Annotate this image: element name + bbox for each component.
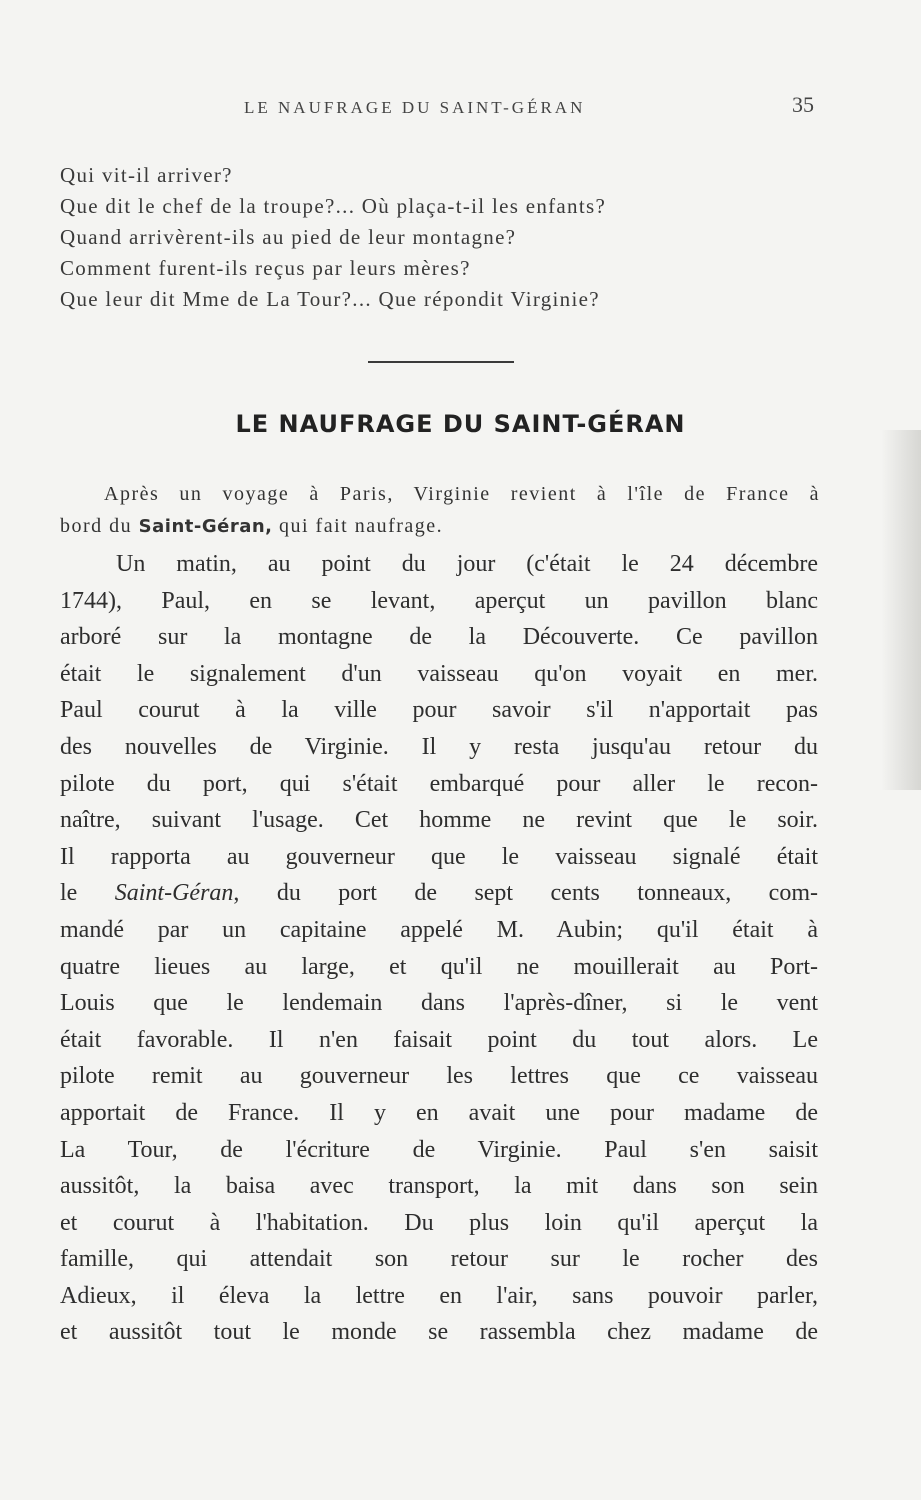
text-line: La Tour, de l'écriture de Virginie. Paul s'en saisit <box>60 1136 818 1163</box>
text-line: et courut à l'habitation. Du plus loin qu'il aperçut la <box>60 1209 818 1236</box>
text-line: 1744), Paul, en se levant, aperçut un pavillon blanc <box>60 587 818 614</box>
text-line: des nouvelles de Virginie. Il y resta jusqu'au retour du <box>60 733 818 760</box>
text-line: arboré sur la montagne de la Découverte. Ce pavillon <box>60 624 818 651</box>
summary-line: Après un voyage à Paris, Virginie revient à l'île de France à <box>104 483 820 505</box>
text-line: Un matin, au point du jour (c'était le 24 décembre <box>116 551 818 577</box>
text-fragment: , du port de sept cents tonneaux, com- <box>233 880 818 907</box>
text-line: apportait de France. Il y en avait une pour madame de <box>60 1099 818 1126</box>
page-edge-shadow <box>881 430 921 790</box>
review-questions <box>60 160 760 315</box>
text-line: aussitôt, la baisa avec transport, la mit dans son sein <box>60 1173 818 1200</box>
summary-text: bord du <box>60 515 139 537</box>
text-line: Adieux, il éleva la lettre en l'air, sans pouvoir parler, <box>60 1282 818 1309</box>
body-paragraph <box>60 546 818 1351</box>
text-line: Louis que le lendemain dans l'après-dîner, si le vent <box>60 990 818 1017</box>
text-line <box>60 875 818 912</box>
text-line: était favorable. Il n'en faisait point du tout alors. Le <box>60 1026 818 1053</box>
text-fragment: le <box>60 880 115 907</box>
question-line: Que dit le chef de la troupe?... Où plaça-t-il les enfants? <box>60 194 607 218</box>
text-line: était le signalement d'un vaisseau qu'on voyait en mer. <box>60 660 818 687</box>
ship-name: Saint-Géran, <box>138 516 273 537</box>
question-line: Que leur dit Mme de La Tour?... Que répondit Virginie? <box>60 287 600 311</box>
text-line: quatre lieues au large, et qu'il ne mouillerait au Port- <box>60 953 818 980</box>
summary-text: qui fait naufrage. <box>272 515 444 537</box>
ship-name-italic: Saint-Géran <box>114 880 234 907</box>
text-line: et aussitôt tout le monde se rassembla chez madame de <box>60 1319 818 1346</box>
chapter-summary <box>60 478 820 543</box>
text-line: pilote du port, qui s'était embarqué pour aller le recon- <box>60 770 818 797</box>
question-line: Qui vit-il arriver? <box>60 163 233 187</box>
question-line: Quand arrivèrent-ils au pied de leur montagne? <box>60 225 517 249</box>
summary-line <box>60 510 820 543</box>
text-line: pilote remit au gouverneur les lettres que ce vaisseau <box>60 1063 818 1090</box>
text-line: mandé par un capitaine appelé M. Aubin; qu'il était à <box>60 916 818 943</box>
text-line: famille, qui attendait son retour sur le rocher des <box>60 1246 818 1273</box>
text-line: Il rapporta au gouverneur que le vaisseau signalé était <box>60 843 818 870</box>
running-head: LE NAUFRAGE DU SAINT-GÉRAN <box>244 98 586 117</box>
chapter-title: LE NAUFRAGE DU SAINT-GÉRAN <box>235 410 686 438</box>
section-divider <box>368 361 514 363</box>
page-number: 35 <box>792 92 814 117</box>
text-line: naître, suivant l'usage. Cet homme ne revint que le soir. <box>60 807 818 834</box>
question-line: Comment furent-ils reçus par leurs mères? <box>60 256 471 280</box>
text-line: Paul courut à la ville pour savoir s'il n'apportait pas <box>60 697 818 724</box>
